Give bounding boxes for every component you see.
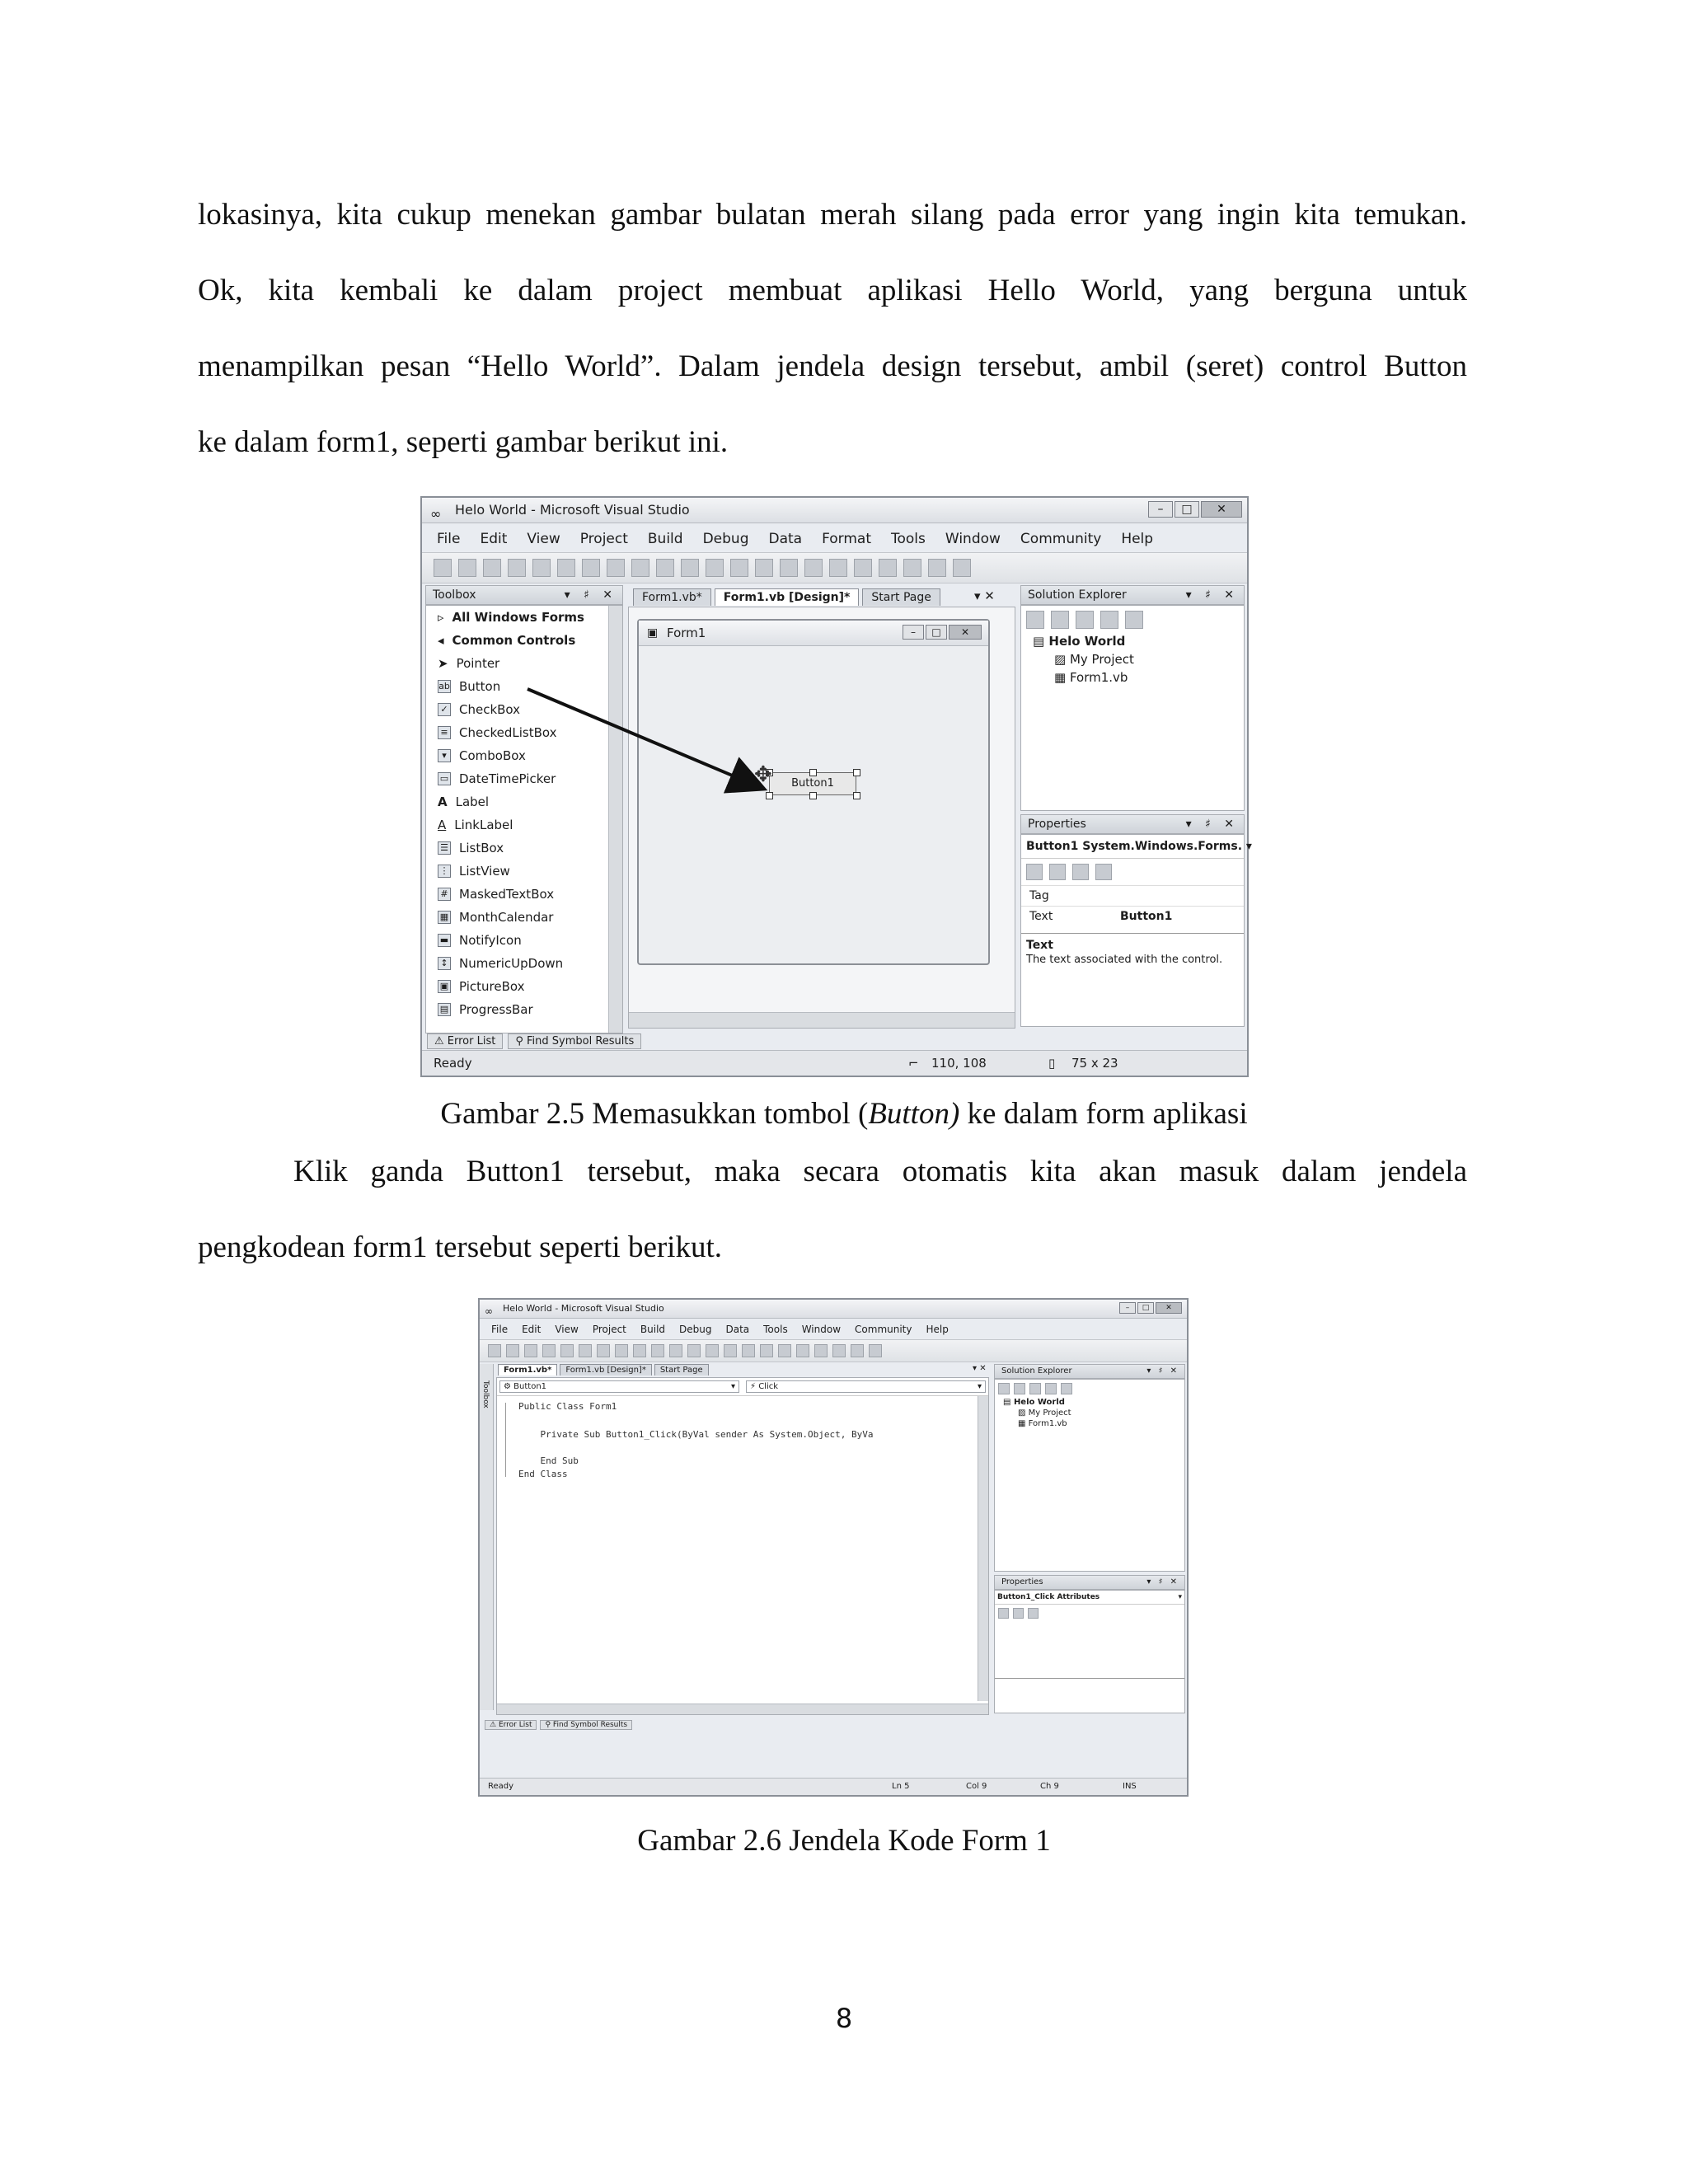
find-symbol-icon: ⚲	[515, 1035, 527, 1047]
show-all-files-icon[interactable]	[998, 1383, 1010, 1394]
event-combo[interactable]: ⚡ Click ▾	[746, 1380, 986, 1393]
panel-pin-icon[interactable]: ▾ ♯ ✕	[1146, 1366, 1179, 1376]
menu-window[interactable]: Window	[945, 531, 1001, 547]
tab-start-page[interactable]: Start Page	[862, 588, 940, 606]
toolbox-item-checkbox[interactable]: ✓ CheckBox	[426, 698, 622, 721]
solution-explorer-header	[1020, 585, 1245, 605]
refresh-icon[interactable]	[1051, 611, 1069, 629]
toolbox-group-common[interactable]: ◂ Common Controls	[438, 633, 576, 648]
toolbox-item-linklabel[interactable]: A LinkLabel	[438, 818, 513, 832]
class-view-icon[interactable]	[1061, 1383, 1072, 1394]
menu-view[interactable]: View	[555, 1324, 579, 1335]
figure-caption-2: Gambar 2.6 Jendela Kode Form 1	[637, 1824, 1051, 1858]
solution-explorer-title: Solution Explorer	[1001, 1366, 1072, 1376]
form-maximize-icon: □	[926, 625, 947, 640]
solution-explorer-panel	[994, 1379, 1185, 1572]
menu-help[interactable]: Help	[1121, 531, 1154, 547]
editor-h-scrollbar[interactable]	[497, 1704, 988, 1714]
window-title: Helo World - Microsoft Visual Studio	[455, 502, 690, 518]
tab-close-icon[interactable]: ▾ ✕	[974, 588, 995, 603]
menu-window[interactable]: Window	[801, 1324, 842, 1335]
menu-view[interactable]: View	[527, 531, 560, 547]
code-editor[interactable]	[496, 1377, 989, 1715]
combobox-control-icon: ▾	[438, 749, 451, 762]
paragraph-line: Klik ganda Button1 tersebut, maka secara otomatis kita akan masuk dalam jendela	[293, 1155, 1467, 1188]
toolbox-side-strip[interactable]	[480, 1364, 494, 1710]
button-control-icon: ab	[438, 681, 450, 691]
properties-panel	[1020, 834, 1252, 1027]
progressbar-control-icon: ▤	[438, 1003, 451, 1016]
numericupdown-control-icon: ↕	[438, 957, 451, 970]
outline-line	[505, 1403, 506, 1477]
collapse-icon: ◂	[438, 633, 444, 648]
paragraph-1	[198, 177, 1467, 480]
view-code-icon[interactable]	[1029, 1383, 1041, 1394]
status-ready: Ready	[488, 1782, 514, 1791]
menu-data[interactable]: Data	[768, 531, 803, 547]
step-icon[interactable]	[778, 1344, 791, 1357]
events-icon[interactable]	[1095, 864, 1112, 880]
menu-project[interactable]: Project	[592, 1324, 626, 1335]
tree-item-project[interactable]: ▤ Helo World	[1033, 634, 1126, 649]
solution-explorer-title: Solution Explorer	[1028, 588, 1127, 602]
properties-toolbar	[1021, 859, 1244, 885]
maskedtextbox-control-icon: #	[438, 888, 451, 901]
toolbox-item-listview[interactable]: ⋮ ListView	[426, 860, 622, 883]
error-list-icon: ⚠	[434, 1035, 448, 1047]
menu-debug[interactable]: Debug	[702, 531, 749, 547]
properties-object-select[interactable]: Button1_Click Attributes ▾	[995, 1591, 1184, 1605]
properties-panel	[994, 1590, 1185, 1713]
menu-edit[interactable]: Edit	[480, 531, 508, 547]
tab-find-symbol[interactable]: ⚲ Find Symbol Results	[540, 1720, 632, 1730]
window-title: Helo World - Microsoft Visual Studio	[503, 1303, 664, 1314]
toolbox-group-all[interactable]: ▹ All Windows Forms	[438, 610, 584, 625]
notifyicon-control-icon: ▬	[438, 934, 451, 947]
panel-pin-icon[interactable]: ▾ ♯ ✕	[564, 588, 617, 602]
object-combo[interactable]: ⚙ Button1 ▾	[499, 1380, 739, 1393]
figure-visual-studio-designer	[420, 496, 1252, 1077]
property-row-tag[interactable]: Tag	[1021, 885, 1244, 906]
object-browser-icon[interactable]	[832, 1344, 846, 1357]
solution-explorer-toolbar	[995, 1380, 1184, 1398]
button1-control[interactable]: Button1	[769, 772, 856, 795]
start-page-icon[interactable]	[869, 1344, 882, 1357]
tab-form1-vb[interactable]: Form1.vb*	[633, 588, 711, 606]
tab-form1-design[interactable]: Form1.vb [Design]*	[560, 1364, 652, 1376]
page-number: 8	[835, 2003, 853, 2034]
bottom-tool-tabs	[427, 1033, 641, 1049]
toolbox-item-picturebox[interactable]: ▣ PictureBox	[426, 975, 622, 998]
menu-tools[interactable]: Tools	[891, 531, 926, 547]
properties-header	[994, 1575, 1185, 1590]
window-titlebar	[480, 1300, 1187, 1319]
close-icon[interactable]: ✕	[1156, 1302, 1182, 1314]
datetimepicker-control-icon: ▭	[438, 772, 451, 785]
status-char: Ch 9	[1040, 1782, 1059, 1791]
tree-item-form1[interactable]: ▦ Form1.vb	[1054, 670, 1128, 685]
menu-debug[interactable]: Debug	[679, 1324, 712, 1335]
save-icon[interactable]	[542, 1344, 556, 1357]
toolbox-item-notifyicon[interactable]: ▬ NotifyIcon	[426, 929, 622, 952]
form-file-icon: ▦	[1018, 1419, 1029, 1428]
event-icon: ⚡	[750, 1382, 759, 1391]
status-position: 110, 108	[931, 1056, 987, 1071]
new-project-icon[interactable]	[488, 1344, 501, 1357]
toolbox-item-pointer[interactable]: ➤ Pointer	[438, 656, 500, 671]
pause-icon[interactable]	[742, 1344, 755, 1357]
undo-icon[interactable]	[687, 1344, 701, 1357]
menu-build[interactable]: Build	[640, 1324, 666, 1335]
properties-object-select[interactable]: Button1 System.Windows.Forms. ▾	[1021, 835, 1244, 859]
toolbox-side-label: Toolbox	[481, 1380, 490, 1408]
bottom-tool-tabs	[485, 1720, 632, 1730]
save-all-icon[interactable]	[560, 1344, 574, 1357]
menu-help[interactable]: Help	[926, 1324, 949, 1335]
menu-project[interactable]: Project	[579, 531, 628, 547]
status-bar	[422, 1050, 1247, 1076]
toolbox-item-monthcalendar[interactable]: ▦ MonthCalendar	[426, 906, 622, 929]
tab-close-icon[interactable]: ▾ ✕	[973, 1364, 987, 1373]
code-line: End Sub	[518, 1455, 579, 1466]
alphabetical-icon[interactable]	[1049, 864, 1066, 880]
code-line: Public Class Form1	[518, 1401, 617, 1412]
toolbox-title: Toolbox	[433, 588, 476, 602]
tree-item-my-project[interactable]: ▨ My Project	[1018, 1408, 1071, 1418]
find-symbol-icon: ⚲	[545, 1721, 553, 1729]
folder-icon: ▨	[1054, 652, 1070, 667]
checkbox-control-icon: ✓	[438, 703, 451, 716]
form-close-icon: ✕	[949, 625, 982, 640]
paragraph-line: menampilkan pesan “Hello World”. Dalam jendela design tersebut, ambil (seret) control Button	[198, 349, 1467, 383]
label-control-icon: A	[438, 794, 448, 809]
view-designer-icon[interactable]	[1045, 1383, 1057, 1394]
tree-item-my-project[interactable]: ▨ My Project	[1054, 652, 1134, 667]
maximize-icon[interactable]: □	[1175, 501, 1199, 518]
error-list-icon: ⚠	[490, 1721, 499, 1729]
uncomment-icon[interactable]	[669, 1344, 682, 1357]
menu-data[interactable]: Data	[725, 1324, 750, 1335]
maximize-icon[interactable]: □	[1137, 1302, 1154, 1314]
code-nav-bar	[497, 1378, 988, 1396]
toolbox-item-button[interactable]: ab Button	[438, 679, 501, 694]
properties-title: Properties	[1001, 1577, 1043, 1586]
toolbox-item-maskedtextbox[interactable]: # MaskedTextBox	[426, 883, 622, 906]
panel-pin-icon[interactable]: ▾ ♯ ✕	[1185, 818, 1239, 831]
properties-view-icon[interactable]	[1072, 864, 1089, 880]
property-row-text[interactable]: Text Button1	[1021, 906, 1244, 926]
project-icon: ▤	[1033, 634, 1049, 649]
tab-form1-design[interactable]: Form1.vb [Design]*	[715, 588, 860, 606]
paragraph-line: ke dalam form1, seperti gambar berikut ini.	[198, 425, 729, 459]
tab-find-symbol[interactable]: ⚲ Find Symbol Results	[508, 1033, 641, 1049]
menu-community[interactable]: Community	[1020, 531, 1102, 547]
tab-start-page[interactable]: Start Page	[654, 1364, 709, 1376]
menu-file[interactable]: File	[491, 1324, 509, 1335]
properties-header	[1020, 814, 1245, 834]
show-all-files-icon[interactable]	[1026, 611, 1044, 629]
vs-logo-icon: ∞	[430, 506, 442, 522]
paragraph-line: lokasinya, kita cukup menekan gambar bulatan merah silang pada error yang ingin kita temukan.	[198, 198, 1467, 232]
panel-pin-icon[interactable]: ▾ ♯ ✕	[1185, 588, 1239, 602]
folder-icon: ▨	[1018, 1408, 1029, 1418]
form-icon: ▣	[647, 626, 659, 640]
document-tabs	[498, 1364, 709, 1376]
expand-icon: ▹	[438, 610, 444, 625]
redo-icon[interactable]	[706, 1344, 719, 1357]
tab-error-list[interactable]: ⚠ Error List	[427, 1033, 503, 1049]
minimize-icon[interactable]: –	[1119, 1302, 1136, 1314]
properties-view-icon[interactable]	[1028, 1608, 1039, 1619]
paragraph-line: Ok, kita kembali ke dalam project membuat aplikasi Hello World, yang berguna untuk	[198, 274, 1467, 307]
method-icon: ⚙	[504, 1382, 514, 1391]
panel-pin-icon[interactable]: ▾ ♯ ✕	[1146, 1577, 1179, 1586]
find-icon[interactable]	[633, 1344, 646, 1357]
editor-v-scrollbar[interactable]	[978, 1396, 988, 1701]
listbox-control-icon: ☰	[438, 841, 451, 855]
project-icon: ▤	[1003, 1398, 1014, 1407]
monthcalendar-control-icon: ▦	[438, 911, 451, 924]
toolbox-item-datetimepicker[interactable]: ▭ DateTimePicker	[426, 767, 622, 790]
alphabetical-icon[interactable]	[1013, 1608, 1024, 1619]
location-icon: ⌐	[908, 1056, 919, 1071]
cut-icon[interactable]	[579, 1344, 592, 1357]
start-debug-icon[interactable]	[724, 1344, 737, 1357]
tree-item-project[interactable]: ▤ Helo World	[1003, 1398, 1065, 1407]
solution-explorer-panel	[1020, 605, 1245, 811]
properties-title: Properties	[1028, 818, 1086, 831]
refresh-icon[interactable]	[1014, 1383, 1025, 1394]
categorized-icon[interactable]	[1026, 864, 1043, 880]
standard-toolbar	[480, 1339, 1187, 1362]
form-file-icon: ▦	[1054, 670, 1070, 685]
move-handle-icon[interactable]: ✥	[754, 762, 772, 787]
figure-caption-1: Gambar 2.5 Memasukkan tombol (Button) ke dalam form aplikasi	[440, 1097, 1248, 1131]
code-line: Private Sub Button1_Click(ByVal sender As System.Object, ByVa	[518, 1429, 874, 1440]
stop-icon[interactable]	[760, 1344, 773, 1357]
properties-toolbar	[995, 1605, 1184, 1622]
toolbox-item-combobox[interactable]: ▾ ComboBox	[426, 744, 622, 767]
linklabel-control-icon: A	[438, 818, 447, 832]
status-bar	[480, 1778, 1187, 1795]
property-desc-text: The text associated with the control.	[1026, 954, 1223, 966]
status-line: Ln 5	[892, 1782, 910, 1791]
add-item-icon[interactable]	[506, 1344, 519, 1357]
form-minimize-icon: –	[903, 625, 924, 640]
picturebox-control-icon: ▣	[438, 980, 451, 993]
menu-format[interactable]: Format	[822, 531, 871, 547]
menu-bar	[480, 1321, 1187, 1338]
solution-explorer-header	[994, 1364, 1185, 1379]
menu-build[interactable]: Build	[647, 531, 683, 547]
size-icon: ▯	[1048, 1056, 1056, 1071]
menu-edit[interactable]: Edit	[522, 1324, 542, 1335]
menu-tools[interactable]: Tools	[763, 1324, 788, 1335]
categorized-icon[interactable]	[998, 1608, 1009, 1619]
solution-explorer-toolbar	[1021, 606, 1244, 634]
status-size: 75 x 23	[1071, 1056, 1118, 1071]
tab-form1-vb[interactable]: Form1.vb*	[498, 1364, 557, 1376]
properties-icon[interactable]	[814, 1344, 828, 1357]
open-file-icon[interactable]	[524, 1344, 537, 1357]
minimize-icon[interactable]: –	[1148, 501, 1173, 518]
close-icon[interactable]: ✕	[1201, 501, 1242, 518]
listview-control-icon: ⋮	[438, 865, 451, 878]
toolbox-item-progressbar[interactable]: ▤ ProgressBar	[426, 998, 622, 1021]
tab-error-list[interactable]: ⚠ Error List	[485, 1720, 537, 1730]
pointer-icon: ➤	[438, 656, 448, 671]
menu-community[interactable]: Community	[855, 1324, 912, 1335]
view-designer-icon[interactable]	[1100, 611, 1118, 629]
vs-logo-icon: ∞	[485, 1305, 493, 1317]
class-view-icon[interactable]	[1125, 611, 1143, 629]
paragraph-line: pengkodean form1 tersebut seperti berikut.	[198, 1230, 722, 1264]
toolbox-item-label[interactable]: A Label	[438, 794, 490, 809]
figure-visual-studio-code	[478, 1298, 1189, 1797]
toolbox-item-numericupdown[interactable]: ↕ NumericUpDown	[426, 952, 622, 975]
comment-icon[interactable]	[651, 1344, 664, 1357]
toolbox-item-checkedlistbox[interactable]: ≡ CheckedListBox	[426, 721, 622, 744]
status-column: Col 9	[966, 1782, 987, 1791]
code-line: End Class	[518, 1469, 568, 1479]
form1-title: Form1	[667, 626, 706, 640]
checkedlistbox-control-icon: ≡	[438, 726, 451, 739]
paste-icon[interactable]	[615, 1344, 628, 1357]
toolbox-item-listbox[interactable]: ☰ ListBox	[426, 837, 622, 860]
property-desc-title: Text	[1021, 933, 1244, 952]
menu-file[interactable]: File	[437, 531, 461, 547]
toolbox-icon[interactable]	[851, 1344, 864, 1357]
status-insert-mode: INS	[1123, 1782, 1137, 1791]
copy-icon[interactable]	[597, 1344, 610, 1357]
property-desc-area	[995, 1678, 1184, 1679]
status-ready: Ready	[434, 1056, 472, 1071]
paragraph-2	[198, 1134, 1467, 1286]
solution-explorer-icon[interactable]	[796, 1344, 809, 1357]
view-code-icon[interactable]	[1076, 611, 1094, 629]
tree-item-form1[interactable]: ▦ Form1.vb	[1018, 1419, 1067, 1428]
